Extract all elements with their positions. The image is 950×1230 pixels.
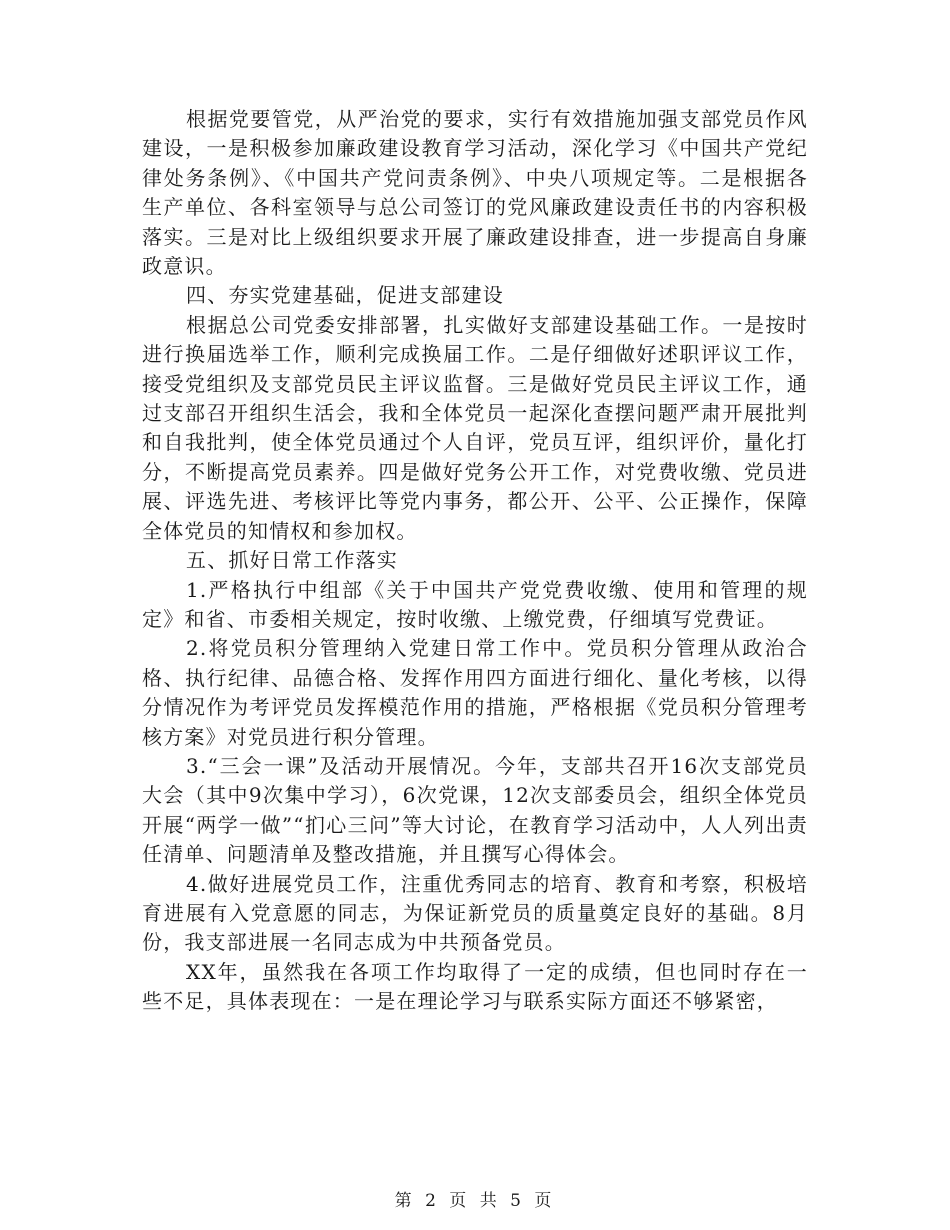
paragraph-item-4: 4.做好进展党员工作，注重优秀同志的培育、教育和考察，积极培育进展有入党意愿的同志，为保证新党员的质量奠定良好的基础。8月份，我支部进展一名同志成为中共预备党员。 (142, 871, 808, 955)
paragraph-item-2: 2.将党员积分管理纳入党建日常工作中。党员积分管理从政治合格、执行纪律、品德合格、发挥作用四方面进行细化、量化考核，以得分情况作为考评党员发挥模范作用的措施，严格根据《党员积分管理考核方案》对党员进行积分管理。 (142, 636, 808, 749)
paragraph-branch-building: 根据总公司党委安排部署，扎实做好支部建设基础工作。一是按时进行换届选举工作，顺利完成换届工作。二是仔细做好述职评议工作，接受党组织及支部党员民主评议监督。三是做好党员民主评议工作，通过支部召开组织生活会，我和全体党员一起深化查摆问题严肃开展批判和自我批判，使全体党员通过个人自评，党员互评，组织评价，量化打分，不断提高党员素养。四是做好党务公开工作，对党费收缴、党员进展、评选先进、考核评比等党内事务，都公开、公平、公正操作，保障全体党员的知情权和参加权。 (142, 312, 808, 543)
page-number-footer: 第 2 页 共 5 页 (394, 1191, 556, 1211)
paragraph-discipline: 根据党要管党，从严治党的要求，实行有效措施加强支部党员作风建设，一是积极参加廉政建设教育学习活动，深化学习《中国共产党纪律处务条例》、《中国共产党问责条例》、中央八项规定等。二是根据各生产单位、各科室领导与总公司签订的党风廉政建设责任书的内容积极落实。三是对比上级组织要求开展了廉政建设排查，进一步提高自身廉政意识。 (142, 107, 808, 279)
paragraph-summary: XX年，虽然我在各项工作均取得了一定的成绩，但也同时存在一些不足，具体表现在：一是在理论学习与联系实际方面还不够紧密， (142, 959, 808, 1014)
paragraph-item-1: 1.严格执行中组部《关于中国共产党党费收缴、使用和管理的规定》和省、市委相关规定，按时收缴、上缴党费，仔细填写党费证。 (142, 577, 808, 631)
document-body (142, 105, 808, 1017)
section-heading-5: 五、抓好日常工作落实 (186, 548, 398, 573)
section-heading-4: 四、夯实党建基础，促进支部建设 (186, 283, 504, 308)
paragraph-item-3: 3.“三会一课”及活动开展情况。今年，支部共召开16次支部党员大会（其中9次集中学习），6次党课，12次支部委员会，组织全体党员开展“两学一做”“扪心三问”等大讨论，在教育学习活动中，人人列出责任清单、问题清单及整改措施，并且撰写心得体会。 (142, 753, 808, 867)
